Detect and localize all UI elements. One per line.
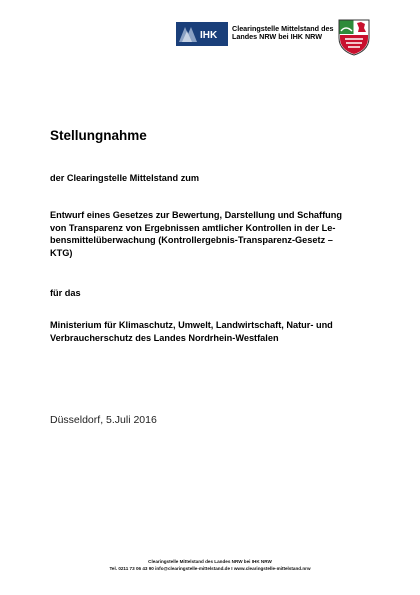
footer-contact-line: Tel. 0211 73 06 43 90 info@clearingstelle-mittelstand.de I www.clearingstelle-mittelstand.nrw <box>109 565 311 571</box>
document-subtitle <box>50 172 380 185</box>
draft-line: Entwurf eines Gesetzes zur Bewertung, Darstellung und Schaffung <box>50 210 342 220</box>
ministry-line: Verbraucherschutz des Landes Nordrhein-Westfalen <box>50 332 279 343</box>
draft-line: bensmittelüberwachung (Kontrollergebnis-Transparenz-Gesetz – <box>50 235 333 246</box>
ihk-logo-icon <box>176 22 228 46</box>
clearingstelle-line-2: Landes NRW bei IHK NRW <box>232 32 322 42</box>
for-label-text: für das <box>50 288 81 298</box>
clearingstelle-line-1: Clearingstelle Mittelstand des <box>232 24 334 33</box>
draft-line: von Transparenz von Ergebnissen amtlicher Kontrollen in der Le- <box>50 222 336 233</box>
ihk-logo-text: IHK <box>200 30 218 41</box>
draft-law-title <box>50 209 380 259</box>
for-label <box>50 287 380 300</box>
ministry-name <box>50 319 380 344</box>
clearingstelle-header-text <box>232 25 342 42</box>
nrw-coat-of-arms-icon <box>337 18 371 56</box>
draft-line: KTG) <box>50 247 73 258</box>
subtitle-line: der Clearingstelle Mittelstand zum <box>50 173 200 183</box>
place-date: Düsseldorf, 5.Juli 2016 <box>50 414 157 426</box>
ministry-line: Ministerium für Klimaschutz, Umwelt, Landwirtschaft, Natur- und <box>50 320 333 330</box>
document-title: Stellungnahme <box>50 128 147 143</box>
page-footer <box>0 559 420 573</box>
footer-line-1: Clearingstelle Mittelstand des Landes NRW bei IHK NRW <box>148 559 272 564</box>
